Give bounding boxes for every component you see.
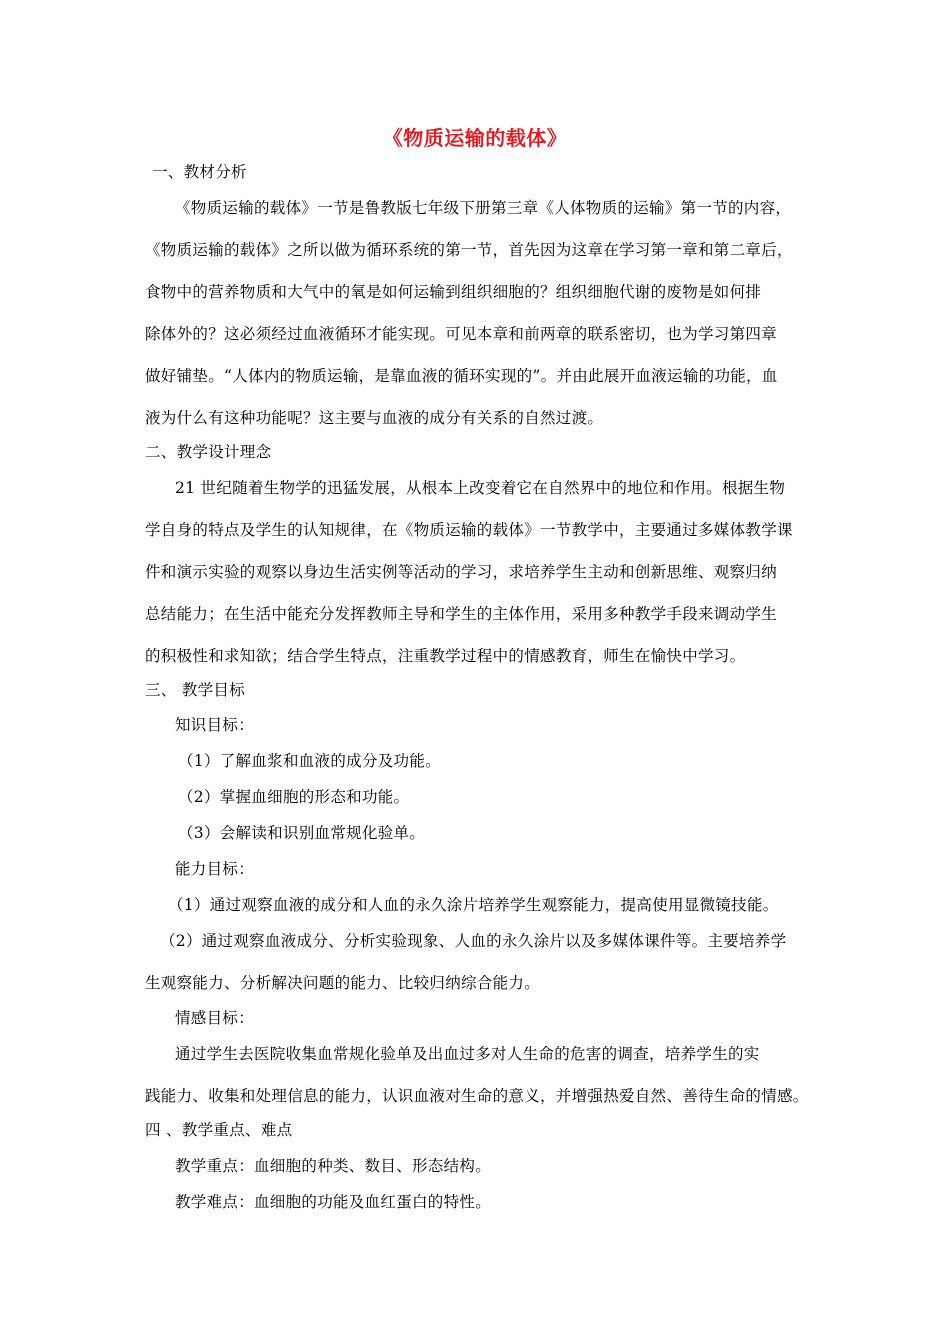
paragraph-line: 食物中的营养物质和大气中的氧是如何运输到组织细胞的？组织细胞代谢的废物是如何排 bbox=[145, 283, 762, 301]
ability-goal-item: （1）通过观察血液的成分和人血的永久涂片培养学生观察能力，提高使用显微镜技能。 bbox=[168, 896, 779, 914]
section-heading-4: 四 、教学重点、难点 bbox=[145, 1121, 293, 1139]
paragraph-line: 《物质运输的载体》一节是鲁教版七年级下册第三章《人体物质的运输》第一节的内容， bbox=[175, 199, 792, 217]
emotion-goal-text-continued: 践能力、收集和处理信息的能力，认识血液对生命的意义，并增强热爱自然、善待生命的情感。 bbox=[145, 1087, 809, 1105]
paragraph-line: 21 世纪随着生物学的迅猛发展，从根本上改变着它在自然界中的地位和作用。根据生物 bbox=[175, 479, 786, 497]
emotion-goal-label: 情感目标： bbox=[175, 1009, 255, 1027]
knowledge-goal-item: （2）掌握血细胞的形态和功能。 bbox=[178, 788, 410, 806]
knowledge-goal-label: 知识目标： bbox=[175, 716, 255, 734]
emotion-goal-text: 通过学生去医院收集血常规化验单及出血过多对人生命的危害的调查，培养学生的实 bbox=[175, 1045, 760, 1063]
paragraph-line: 液为什么有这种功能呢？这主要与血液的成分有关系的自然过渡。 bbox=[145, 409, 604, 427]
knowledge-goal-item: （3）会解读和识别血常规化验单。 bbox=[178, 824, 426, 842]
knowledge-goal-item: （1）了解血浆和血液的成分及功能。 bbox=[178, 752, 441, 770]
ability-goal-label: 能力目标： bbox=[175, 860, 255, 878]
paragraph-line: 总结能力；在生活中能充分发挥教师主导和学生的主体作用，采用多种教学手段来调动学生 bbox=[145, 605, 778, 623]
ability-goal-item-continued: 生观察能力、分析解决问题的能力、比较归纳综合能力。 bbox=[145, 974, 541, 992]
paragraph-line: 做好铺垫。“人体内的物质运输，是靠血液的循环实现的”。并由此展开血液运输的功能，血 bbox=[145, 367, 778, 385]
paragraph-line: 除体外的？这必须经过血液循环才能实现。可见本章和前两章的联系密切，也为学习第四章 bbox=[145, 325, 778, 343]
document-title: 《物质运输的载体》 bbox=[382, 126, 568, 150]
paragraph-line: 的积极性和求知欲；结合学生特点，注重教学过程中的情感教育，师生在愉快中学习。 bbox=[145, 647, 746, 665]
section-heading-3: 三、 教学目标 bbox=[145, 681, 246, 699]
teaching-difficulty: 教学难点：血细胞的功能及血红蛋白的特性。 bbox=[175, 1193, 492, 1211]
paragraph-line: 学自身的特点及学生的认知规律，在《物质运输的载体》一节教学中，主要通过多媒体教学课 bbox=[145, 521, 793, 539]
paragraph-line: 件和演示实验的观察以身边生活实例等活动的学习，求培养学生主动和创新思维、观察归纳 bbox=[145, 563, 778, 581]
ability-goal-item: （2）通过观察血液成分、分析实验现象、人血的永久涂片以及多媒体课件等。主要培养学 bbox=[160, 932, 787, 950]
teaching-key-point: 教学重点：血细胞的种类、数目、形态结构。 bbox=[175, 1157, 492, 1175]
paragraph-line: 《物质运输的载体》之所以做为循环系统的第一节，首先因为这章在学习第一章和第二章后， bbox=[145, 241, 793, 259]
section-heading-2: 二、教学设计理念 bbox=[145, 443, 272, 461]
section-heading-1: 一、教材分析 bbox=[152, 163, 247, 181]
